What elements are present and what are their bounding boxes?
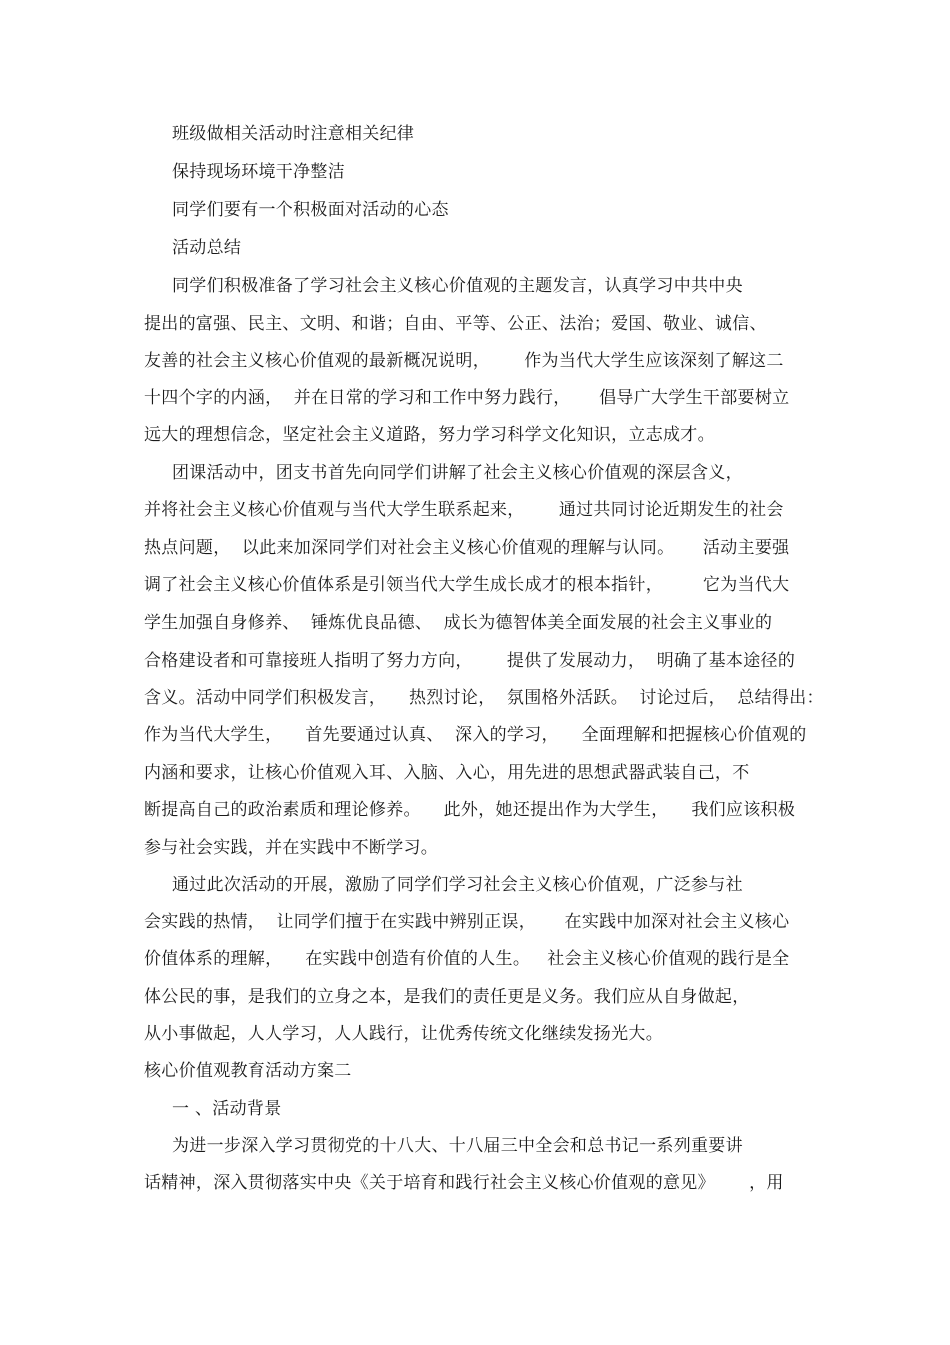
text-line: 同学们积极准备了学习社会主义核心价值观的主题发言，认真学习中共中央: [172, 276, 743, 296]
text-line: 为进一步深入学习贯彻党的十八大、十八届三中全会和总书记一系列重要讲: [172, 1136, 743, 1156]
text-line: 班级做相关活动时注意相关纪律: [172, 124, 415, 144]
section-heading: 活动总结: [172, 238, 242, 258]
text-line: 调了社会主义核心价值体系是引领当代大学生成长成才的根本指针， 它为当代大: [144, 575, 790, 595]
text-line: 热点问题， 以此来加深同学们对社会主义核心价值观的理解与认同。 活动主要强: [144, 538, 790, 558]
text-line: 从小事做起，人人学习，人人践行，让优秀传统文化继续发扬光大。: [144, 1024, 663, 1044]
text-line: 同学们要有一个积极面对活动的心态: [172, 200, 449, 220]
text-line: 参与社会实践，并在实践中不断学习。: [144, 838, 439, 858]
text-line: 内涵和要求，让核心价值观入耳、入脑、入心，用先进的思想武器武装自己，不: [144, 763, 750, 783]
text-line: 提出的富强、民主、文明、和谐；自由、平等、公正、法治；爱国、敬业、诚信、: [144, 314, 767, 334]
text-line: 含义。活动中同学们积极发言， 热烈讨论， 氛围格外活跃。 讨论过后， 总结得出：: [144, 688, 824, 708]
section-title: 核心价值观教育活动方案二: [144, 1061, 352, 1081]
text-line: 合格建设者和可靠接班人指明了努力方向， 提供了发展动力， 明确了基本途径的: [144, 651, 796, 671]
section-heading: 一 、活动背景: [172, 1099, 282, 1119]
text-line: 并将社会主义核心价值观与当代大学生联系起来， 通过共同讨论近期发生的社会: [144, 500, 784, 520]
text-line: 团课活动中，团支书首先向同学们讲解了社会主义核心价值观的深层含义，: [172, 463, 743, 483]
text-line: 体公民的事，是我们的立身之本，是我们的责任更是义务。我们应从自身做起，: [144, 987, 750, 1007]
text-line: 断提高自己的政治素质和理论修养。 此外，她还提出作为大学生， 我们应该积极: [144, 800, 796, 820]
text-line: 会实践的热情， 让同学们擅于在实践中辨别正误， 在实践中加深对社会主义核心: [144, 912, 790, 932]
text-line: 保持现场环境干净整洁: [172, 162, 345, 182]
text-line: 话精神，深入贯彻落实中央《关于培育和践行社会主义核心价值观的意见》 ，用: [144, 1173, 784, 1193]
text-line: 通过此次活动的开展，激励了同学们学习社会主义核心价值观，广泛参与社: [172, 875, 743, 895]
text-line: 学生加强自身修养、 锤炼优良品德、 成长为德智体美全面发展的社会主义事业的: [144, 613, 773, 633]
text-line: 友善的社会主义核心价值观的最新概况说明， 作为当代大学生应该深刻了解这二: [144, 351, 784, 371]
text-line: 价值体系的理解， 在实践中创造有价值的人生。 社会主义核心价值观的践行是全: [144, 949, 790, 969]
text-line: 十四个字的内涵， 并在日常的学习和工作中努力践行， 倡导广大学生干部要树立: [144, 388, 790, 408]
text-line: 作为当代大学生， 首先要通过认真、 深入的学习， 全面理解和把握核心价值观的: [144, 725, 807, 745]
text-line: 远大的理想信念，坚定社会主义道路，努力学习科学文化知识，立志成才。: [144, 425, 715, 445]
